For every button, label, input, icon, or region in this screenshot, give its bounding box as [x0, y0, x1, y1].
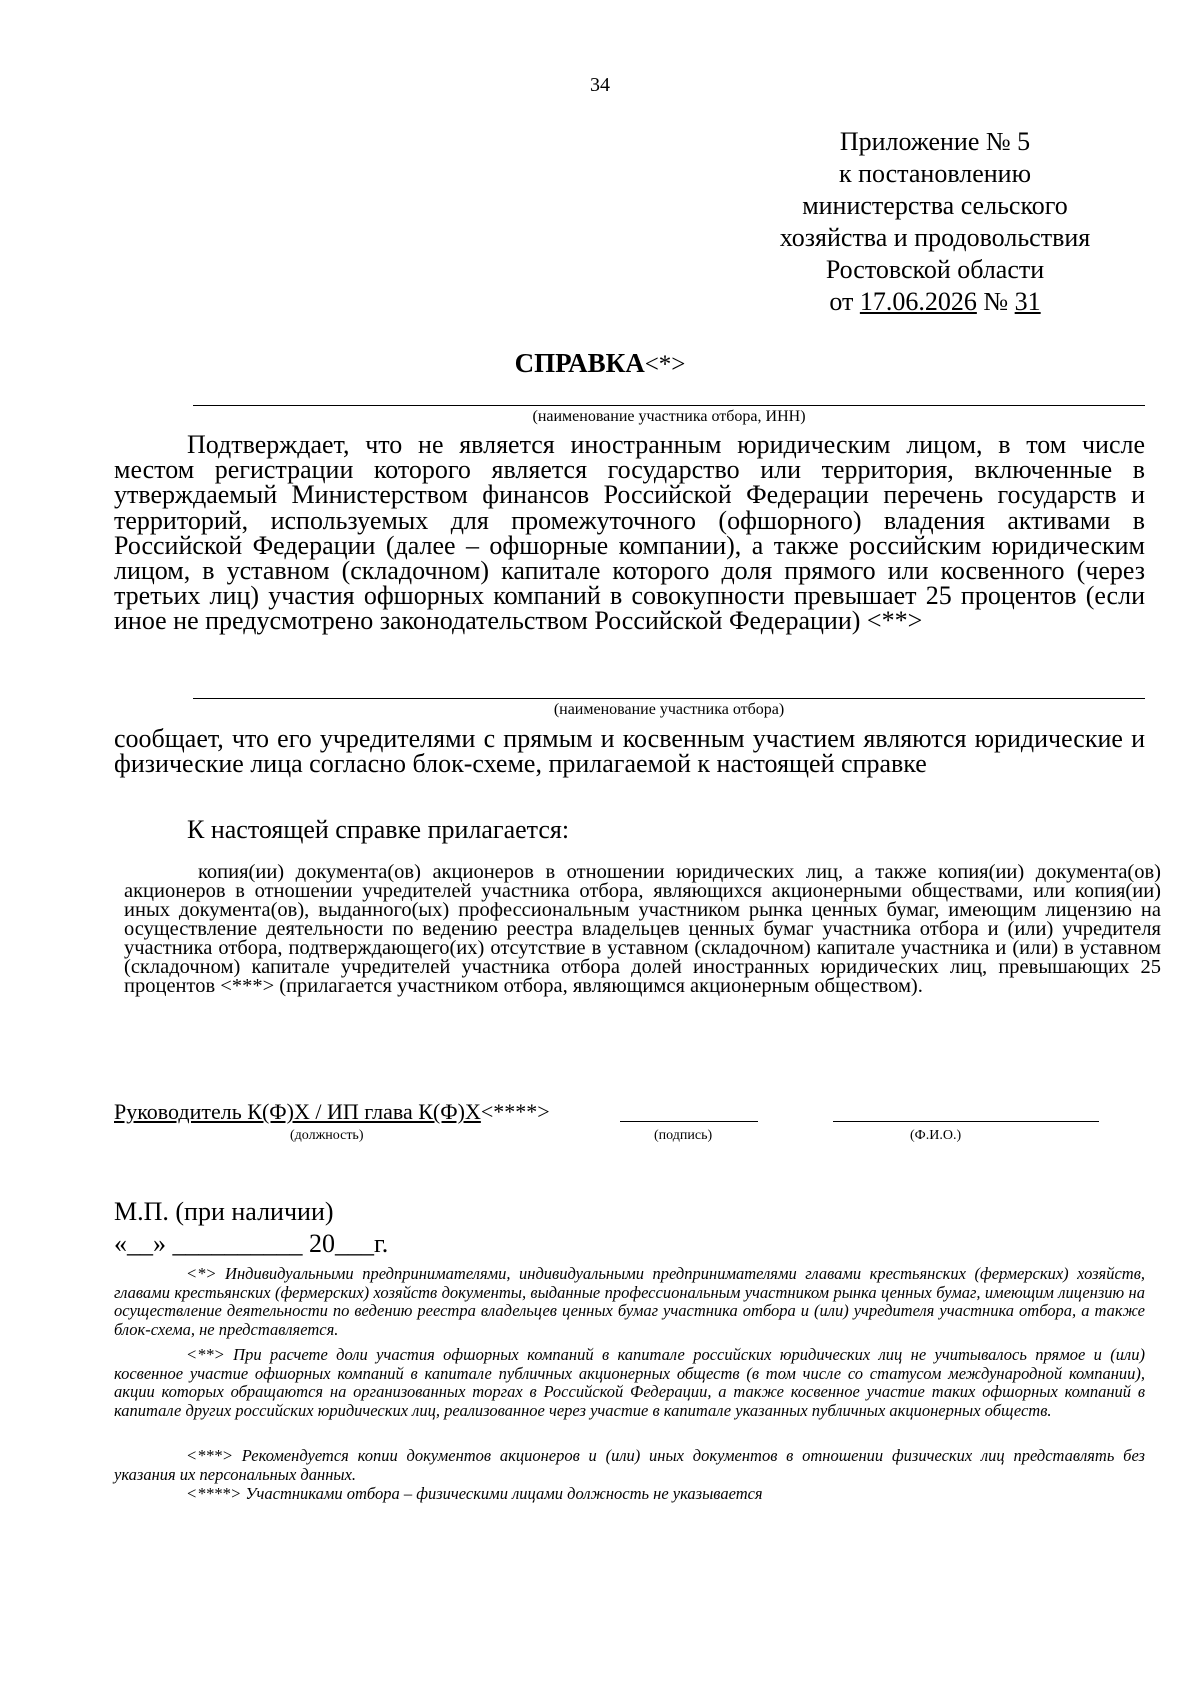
date-placeholder: «__» __________ 20___г.	[114, 1229, 389, 1258]
date-prefix: от	[829, 287, 860, 316]
participant-name-caption: (наименование участника отбора, ИНН)	[532, 408, 806, 425]
number-prefix: №	[976, 287, 1015, 316]
signature-row	[114, 1099, 550, 1125]
stamp-place: М.П. (при наличии)	[114, 1197, 334, 1226]
full-name-line	[833, 1121, 1099, 1122]
signatory-position: Руководитель К(Ф)Х / ИП глава К(Ф)Х	[114, 1099, 481, 1124]
appendix-line: к постановлению	[838, 159, 1032, 188]
title-text: СПРАВКА	[514, 348, 645, 378]
appendix-header	[760, 126, 1110, 318]
attachment-description: копия(ии) документа(ов) акционеров в отношении юридических лиц, а также копия(ии) документа(ов) акционеров в отношении учредителей участника отбора, являющихся акционерными обществами, или копия(ии) иных документа(ов), выданного(ых) профессиональным участником рынка ценных бумаг, имеющим лицензию на осуществление деятельности по ведению реестра владельцев ценных бумаг участника отбора и (или) учредителя участника отбора, подтверждающего(их) отсутствие в уставном (складочном) капитале участника и (или) в уставном (складочном) капитале учредителей участника отбора долей иностранных юридических лиц, превышающих 25 процентов <***> (прилагается участником отбора, являющимся акционерным обществом).	[124, 861, 1161, 997]
participant-name-caption-2: (наименование участника отбора)	[553, 701, 785, 718]
participant-name-line-2	[193, 698, 1145, 699]
participant-name-line	[193, 405, 1145, 406]
signature-line	[620, 1121, 758, 1122]
page-number: 34	[590, 74, 610, 96]
full-name-caption: (Ф.И.О.)	[910, 1128, 962, 1143]
appendix-line: министерства сельского	[802, 191, 1068, 220]
founders-paragraph: сообщает, что его учредителями с прямым и косвенным участием являются юридические и физические лица согласно блок-схеме, прилагаемой к настоящей справке	[114, 724, 1145, 779]
footnote-3: <***> Рекомендуется копии документов акционеров и (или) иных документов в отношении физических лиц представлять без указания их персональных данных.	[114, 1446, 1145, 1484]
appendix-line: Приложение № 5	[839, 127, 1031, 156]
signatory-footnote-mark: <****>	[480, 1099, 550, 1124]
document-title	[0, 348, 1200, 379]
decree-date: 17.06.2026	[859, 287, 977, 316]
appendix-line: хозяйства и продовольствия	[779, 223, 1091, 252]
signature-caption: (подпись)	[654, 1128, 713, 1143]
appendix-date-line	[760, 286, 1110, 318]
position-caption: (должность)	[290, 1128, 364, 1143]
attachments-title: К настоящей справке прилагается:	[187, 815, 570, 844]
decree-number: 31	[1014, 287, 1041, 316]
appendix-line: Ростовской области	[825, 255, 1045, 284]
confirmation-paragraph: Подтверждает, что не является иностранным юридическим лицом, в том числе местом регистрации которого является государство или территория, включенные в утверждаемый Министерством финансов Российской Федерации перечень государств и территорий, используемых для промежуточного (офшорного) владения активами в Российской Федерации (далее – офшорные компании), а также российским юридическим лицом, в уставном (складочном) капитале которого доля прямого или косвенного (через третьих лиц) участия офшорных компаний в совокупности превышает 25 процентов (если иное не предусмотрено законодательством Российской Федерации) <**>	[114, 430, 1145, 636]
footnote-4: <****> Участниками отбора – физическими лицами должность не указывается	[186, 1484, 763, 1503]
footnote-1: <*> Индивидуальными предпринимателями, индивидуальными предпринимателями главами крестьянских (фермерских) хозяйств, главами крестьянских (фермерских) хозяйств документы, выданные профессиональным участником рынка ценных бумаг, имеющим лицензию на осуществление деятельности по ведению реестра владельцев ценных бумаг участника отбора и (или) учредителя участника отбора, а также блок-схема, не представляется.	[114, 1264, 1145, 1339]
stamp-block	[114, 1196, 388, 1260]
footnote-2: <**> При расчете доли участия офшорных компаний в капитале российских юридических лиц не учитывалось прямое и (или) косвенное участие офшорных компаний в капитале публичных акционерных обществ (в том числе со статусом международной компании), акции которых обращаются на организованных торгах в Российской Федерации, а также косвенное участие таких офшорных компаний в капитале других российских юридических лиц, реализованное через участие в капитале указанных публичных акционерных обществ.	[114, 1345, 1145, 1420]
title-footnote-mark: <*>	[644, 351, 686, 378]
